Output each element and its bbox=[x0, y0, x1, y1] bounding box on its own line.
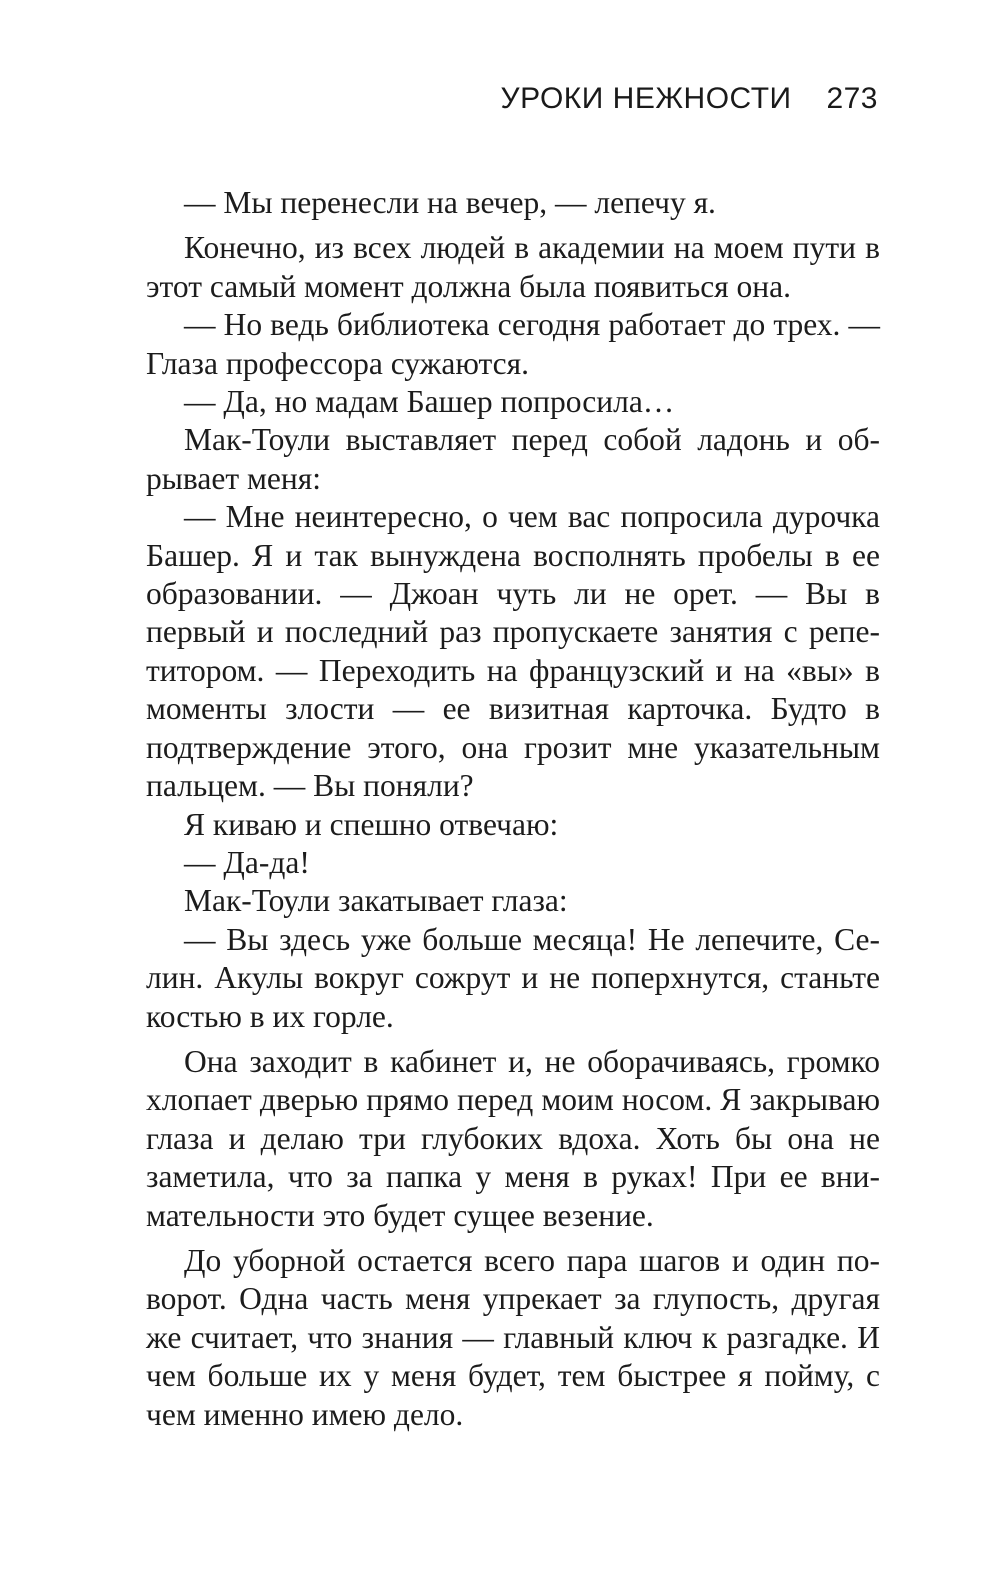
paragraph: — Вы здесь уже больше месяца! Не лепечите, Селин. Акулы вокруг сожрут и не поперхнутся, станьте костью в их горле. bbox=[146, 921, 880, 1034]
paragraph: Конечно, из всех людей в академии на моем пути в этот самый момент должна была появиться она. bbox=[146, 230, 880, 304]
book-title: УРОКИ НЕЖНОСТИ bbox=[500, 82, 792, 115]
body-text bbox=[146, 184, 880, 1434]
paragraph: — Мне неинтересно, о чем вас попросила дурочка Башер. Я и так вынуждена восполнять пробелы в ее образовании. — Джоан чуть ли не орет. — Вы в первый и последний раз пропускаете занятия с репетитором. — Переходить на французский и на «вы» в моменты злости — ее визитная карточка. Будто в подтверждение этого, она грозит мне указательным пальцем. — Вы поняли? bbox=[146, 499, 880, 804]
paragraph: До уборной остается всего пара шагов и один поворот. Одна часть меня упрекает за глупость, другая же считает, что знания — главный ключ к разгадке. И чем больше их у меня будет, тем быстрее я пойму, с чем именно имею дело. bbox=[146, 1242, 880, 1432]
paragraph: — Мы перенесли на вечер, — лепечу я. bbox=[184, 185, 716, 220]
paragraph: — Да-да! bbox=[184, 844, 310, 880]
paragraph: Я киваю и спешно отвечаю: bbox=[184, 806, 559, 842]
running-head bbox=[501, 82, 878, 116]
paragraph: — Да, но мадам Башер попросила… bbox=[184, 384, 675, 420]
paragraph: Она заходит в кабинет и, не оборачиваясь, громко хлопает дверью прямо перед моим носом. Я закрываю глаза и делаю три глубоких вдоха. Хоть бы она не заметила, что за папка у меня в руках! При ее внимательности это будет сущее везение. bbox=[146, 1043, 880, 1233]
paragraph: Мак-Тоули выставляет перед собой ладонь и обрывает меня: bbox=[146, 422, 880, 496]
paragraph: — Но ведь библиотека сегодня работает до трех. — Глаза профессора сужаются. bbox=[146, 307, 880, 381]
paragraph: Мак-Тоули закатывает глаза: bbox=[184, 883, 568, 919]
page-number: 273 bbox=[826, 82, 878, 115]
